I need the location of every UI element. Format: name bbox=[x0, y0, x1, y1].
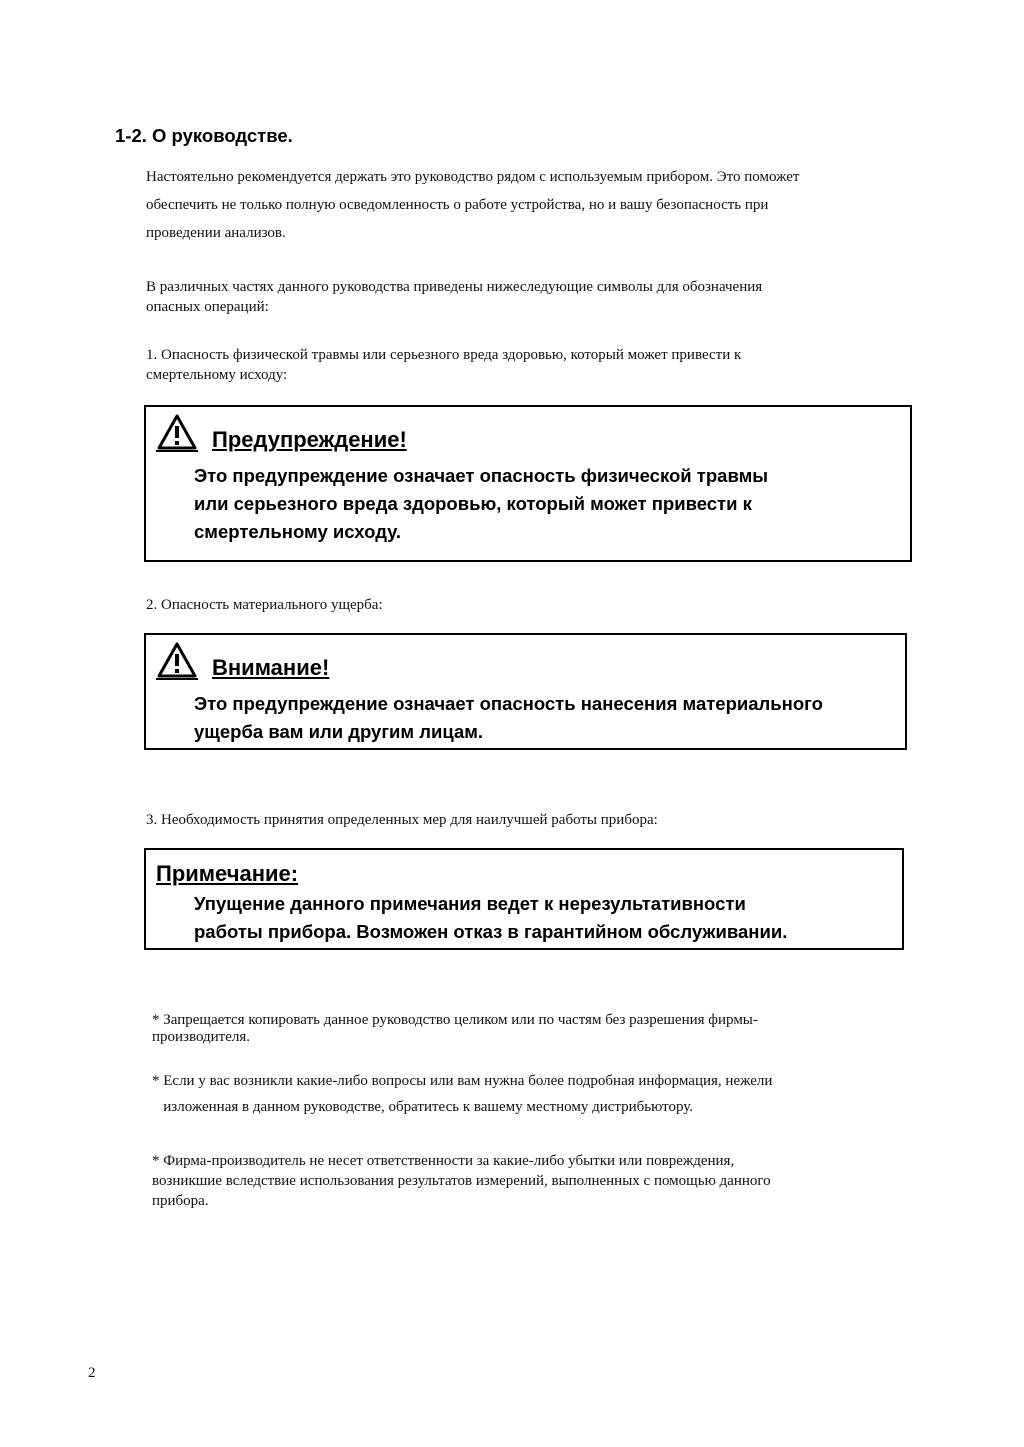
warning-box-title: Предупреждение! bbox=[212, 427, 407, 452]
warning-box-line: или серьезного вреда здоровью, который может привести к bbox=[194, 493, 752, 514]
intro-line: проведении анализов. bbox=[146, 225, 286, 241]
intro-line: Настоятельно рекомендуется держать это руководство рядом с используемым прибором. Это поможет bbox=[146, 169, 800, 185]
warning-box bbox=[144, 405, 912, 562]
caution-box-line: ущерба вам или другим лицам. bbox=[194, 721, 484, 742]
symbols-intro-line: В различных частях данного руководства приведены нижеследующие символы для обозначения bbox=[146, 279, 763, 295]
warning-triangle-icon bbox=[156, 641, 198, 679]
footnote-liability-line: прибора. bbox=[152, 1193, 209, 1209]
footnote-questions-line: изложенная в данном руководстве, обратитесь к вашему местному дистрибьютору. bbox=[152, 1099, 694, 1115]
warning-box-header bbox=[156, 413, 407, 451]
item-2-text: 2. Опасность материального ущерба: bbox=[146, 597, 383, 613]
page-number: 2 bbox=[88, 1365, 96, 1381]
footnote-liability-line: возникшие вследствие использования результатов измерений, выполненных с помощью данного bbox=[152, 1173, 771, 1189]
note-box-title: Примечание: bbox=[156, 861, 299, 886]
caution-box-header bbox=[156, 641, 329, 679]
item-3-text: 3. Необходимость принятия определенных мер для наилучшей работы прибора: bbox=[146, 812, 658, 828]
note-box-text bbox=[194, 890, 787, 946]
item-1-line: 1. Опасность физической травмы или серьезного вреда здоровью, который может привести к bbox=[146, 347, 742, 363]
caution-box-title: Внимание! bbox=[212, 655, 330, 680]
intro-line: обеспечить не только полную осведомленность о работе устройства, но и вашу безопасность при bbox=[146, 197, 769, 213]
footnote-copy-line: * Запрещается копировать данное руководство целиком или по частям без разрешения фирмы- bbox=[152, 1012, 758, 1028]
warning-box-line: Это предупреждение означает опасность физической травмы bbox=[194, 465, 769, 486]
note-box-line: работы прибора. Возможен отказ в гарантийном обслуживании. bbox=[194, 921, 788, 942]
warning-triangle-icon bbox=[156, 413, 198, 451]
warning-box-text bbox=[194, 462, 768, 546]
caution-box-line: Это предупреждение означает опасность нанесения материального bbox=[194, 693, 823, 714]
note-box bbox=[144, 848, 904, 950]
caution-box bbox=[144, 633, 907, 750]
note-box-line: Упущение данного примечания ведет к нерезультативности bbox=[194, 893, 746, 914]
symbols-intro-line: опасных операций: bbox=[146, 299, 269, 315]
footnote-liability-line: * Фирма-производитель не несет ответственности за какие-либо убытки или повреждения, bbox=[152, 1153, 735, 1169]
warning-box-line: смертельному исходу. bbox=[194, 521, 401, 542]
caution-box-text bbox=[194, 690, 823, 746]
section-title: 1-2. О руководстве. bbox=[115, 125, 293, 146]
footnote-copy-line: производителя. bbox=[152, 1029, 251, 1045]
footnote-questions-line: * Если у вас возникли какие-либо вопросы или вам нужна более подробная информация, нежели bbox=[152, 1073, 773, 1089]
item-1-line: смертельному исходу: bbox=[146, 367, 288, 383]
